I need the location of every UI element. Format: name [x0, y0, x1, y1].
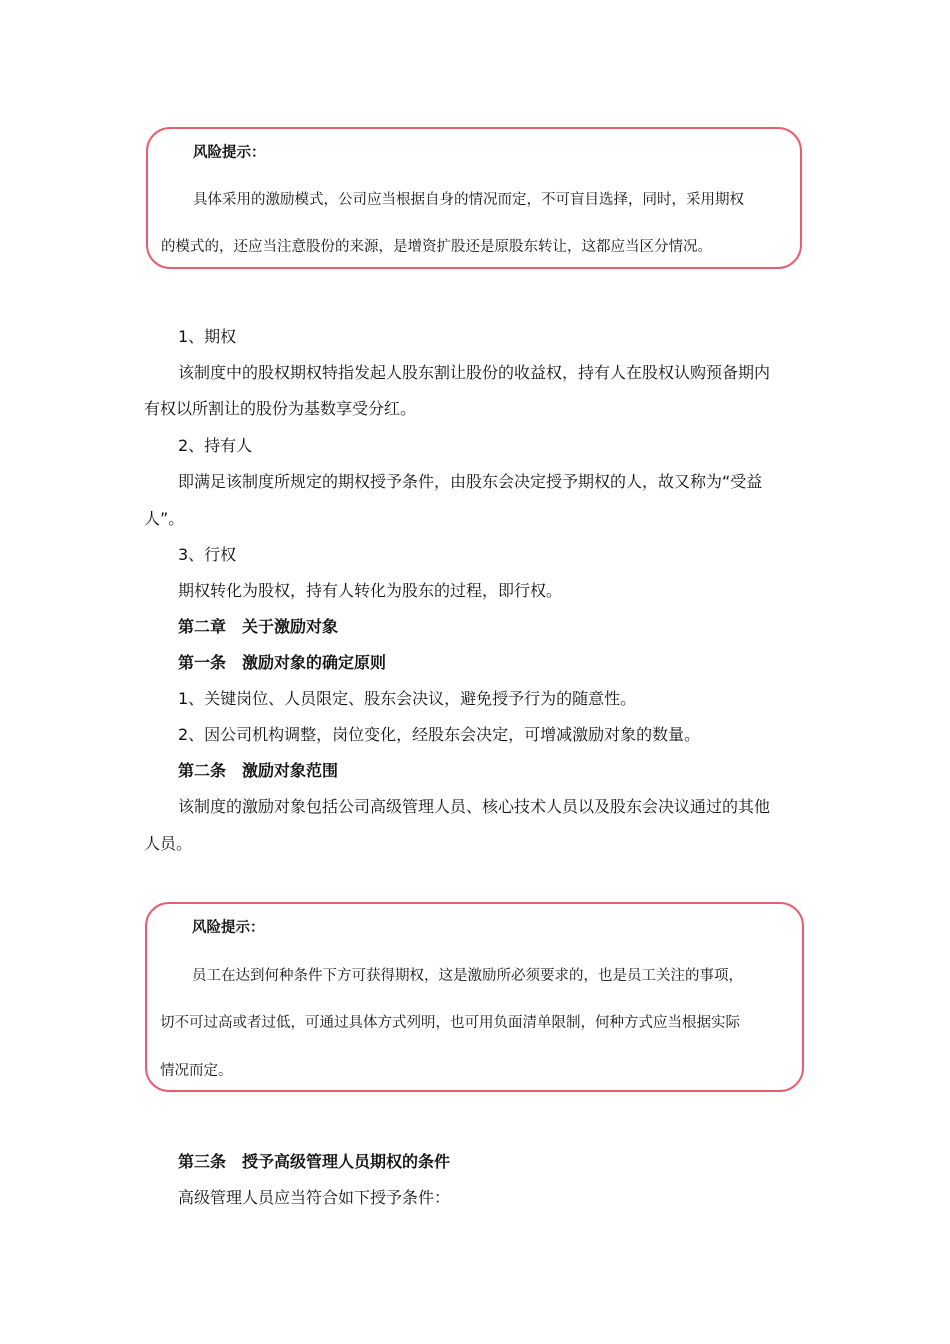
paragraph-line: 高级管理人员应当符合如下授予条件：: [178, 1188, 451, 1207]
risk-tip-box: [145, 902, 804, 1092]
article-number: 第二条: [178, 761, 227, 780]
definition-heading-holder: 2、持有人: [178, 436, 253, 455]
risk-tip-line: 情况而定。: [160, 1063, 233, 1079]
article-heading: [178, 758, 338, 781]
risk-tip-title: 风险提示：: [193, 145, 266, 161]
paragraph-line: 该制度中的股权期权特指发起人股东割让股份的收益权，持有人在股权认购预备期内: [178, 363, 771, 382]
paragraph-line: 即满足该制度所规定的期权授予条件，由股东会决定授予期权的人，故又称为“受益: [178, 472, 763, 491]
article-title: 激励对象范围: [242, 761, 339, 780]
list-item: 1、关键岗位、人员限定、股东会决议，避免授予行为的随意性。: [178, 689, 637, 708]
definition-heading-exercise: 3、行权: [178, 545, 237, 564]
risk-tip-line: 员工在达到何种条件下方可获得期权，这是激励所必须要求的，也是员工关注的事项，: [192, 968, 743, 984]
risk-tip-line: 具体采用的激励模式，公司应当根据自身的情况而定，不可盲目选择，同时，采用期权: [193, 192, 744, 208]
risk-tip-line: 的模式的，还应当注意股份的来源，是增资扩股还是原股东转让，这都应当区分情况。: [161, 239, 712, 255]
risk-tip-line: 切不可过高或者过低，可通过具体方式列明，也可用负面清单限制，何种方式应当根据实际: [160, 1015, 740, 1031]
list-item: 2、因公司机构调整，岗位变化，经股东会决定，可增减激励对象的数量。: [178, 725, 701, 744]
chapter-number: 第二章: [178, 617, 227, 636]
article-heading: [178, 650, 386, 673]
risk-tip-box: [146, 127, 802, 269]
article-number: 第三条: [178, 1152, 227, 1171]
article-title: 激励对象的确定原则: [242, 653, 387, 672]
paragraph-line: 期权转化为股权，持有人转化为股东的过程，即行权。: [178, 581, 563, 600]
risk-tip-title: 风险提示：: [192, 920, 265, 936]
paragraph-line: 人员。: [144, 834, 193, 853]
definition-heading-option: 1、期权: [178, 327, 237, 346]
paragraph-line: 人”。: [144, 509, 185, 528]
article-number: 第一条: [178, 653, 227, 672]
chapter-heading: [178, 614, 338, 637]
article-heading: [178, 1149, 450, 1172]
paragraph-line: 有权以所割让的股份为基数享受分红。: [144, 399, 417, 418]
chapter-title: 关于激励对象: [242, 617, 339, 636]
article-title: 授予高级管理人员期权的条件: [242, 1152, 451, 1171]
paragraph-line: 该制度的激励对象包括公司高级管理人员、核心技术人员以及股东会决议通过的其他: [178, 797, 771, 816]
